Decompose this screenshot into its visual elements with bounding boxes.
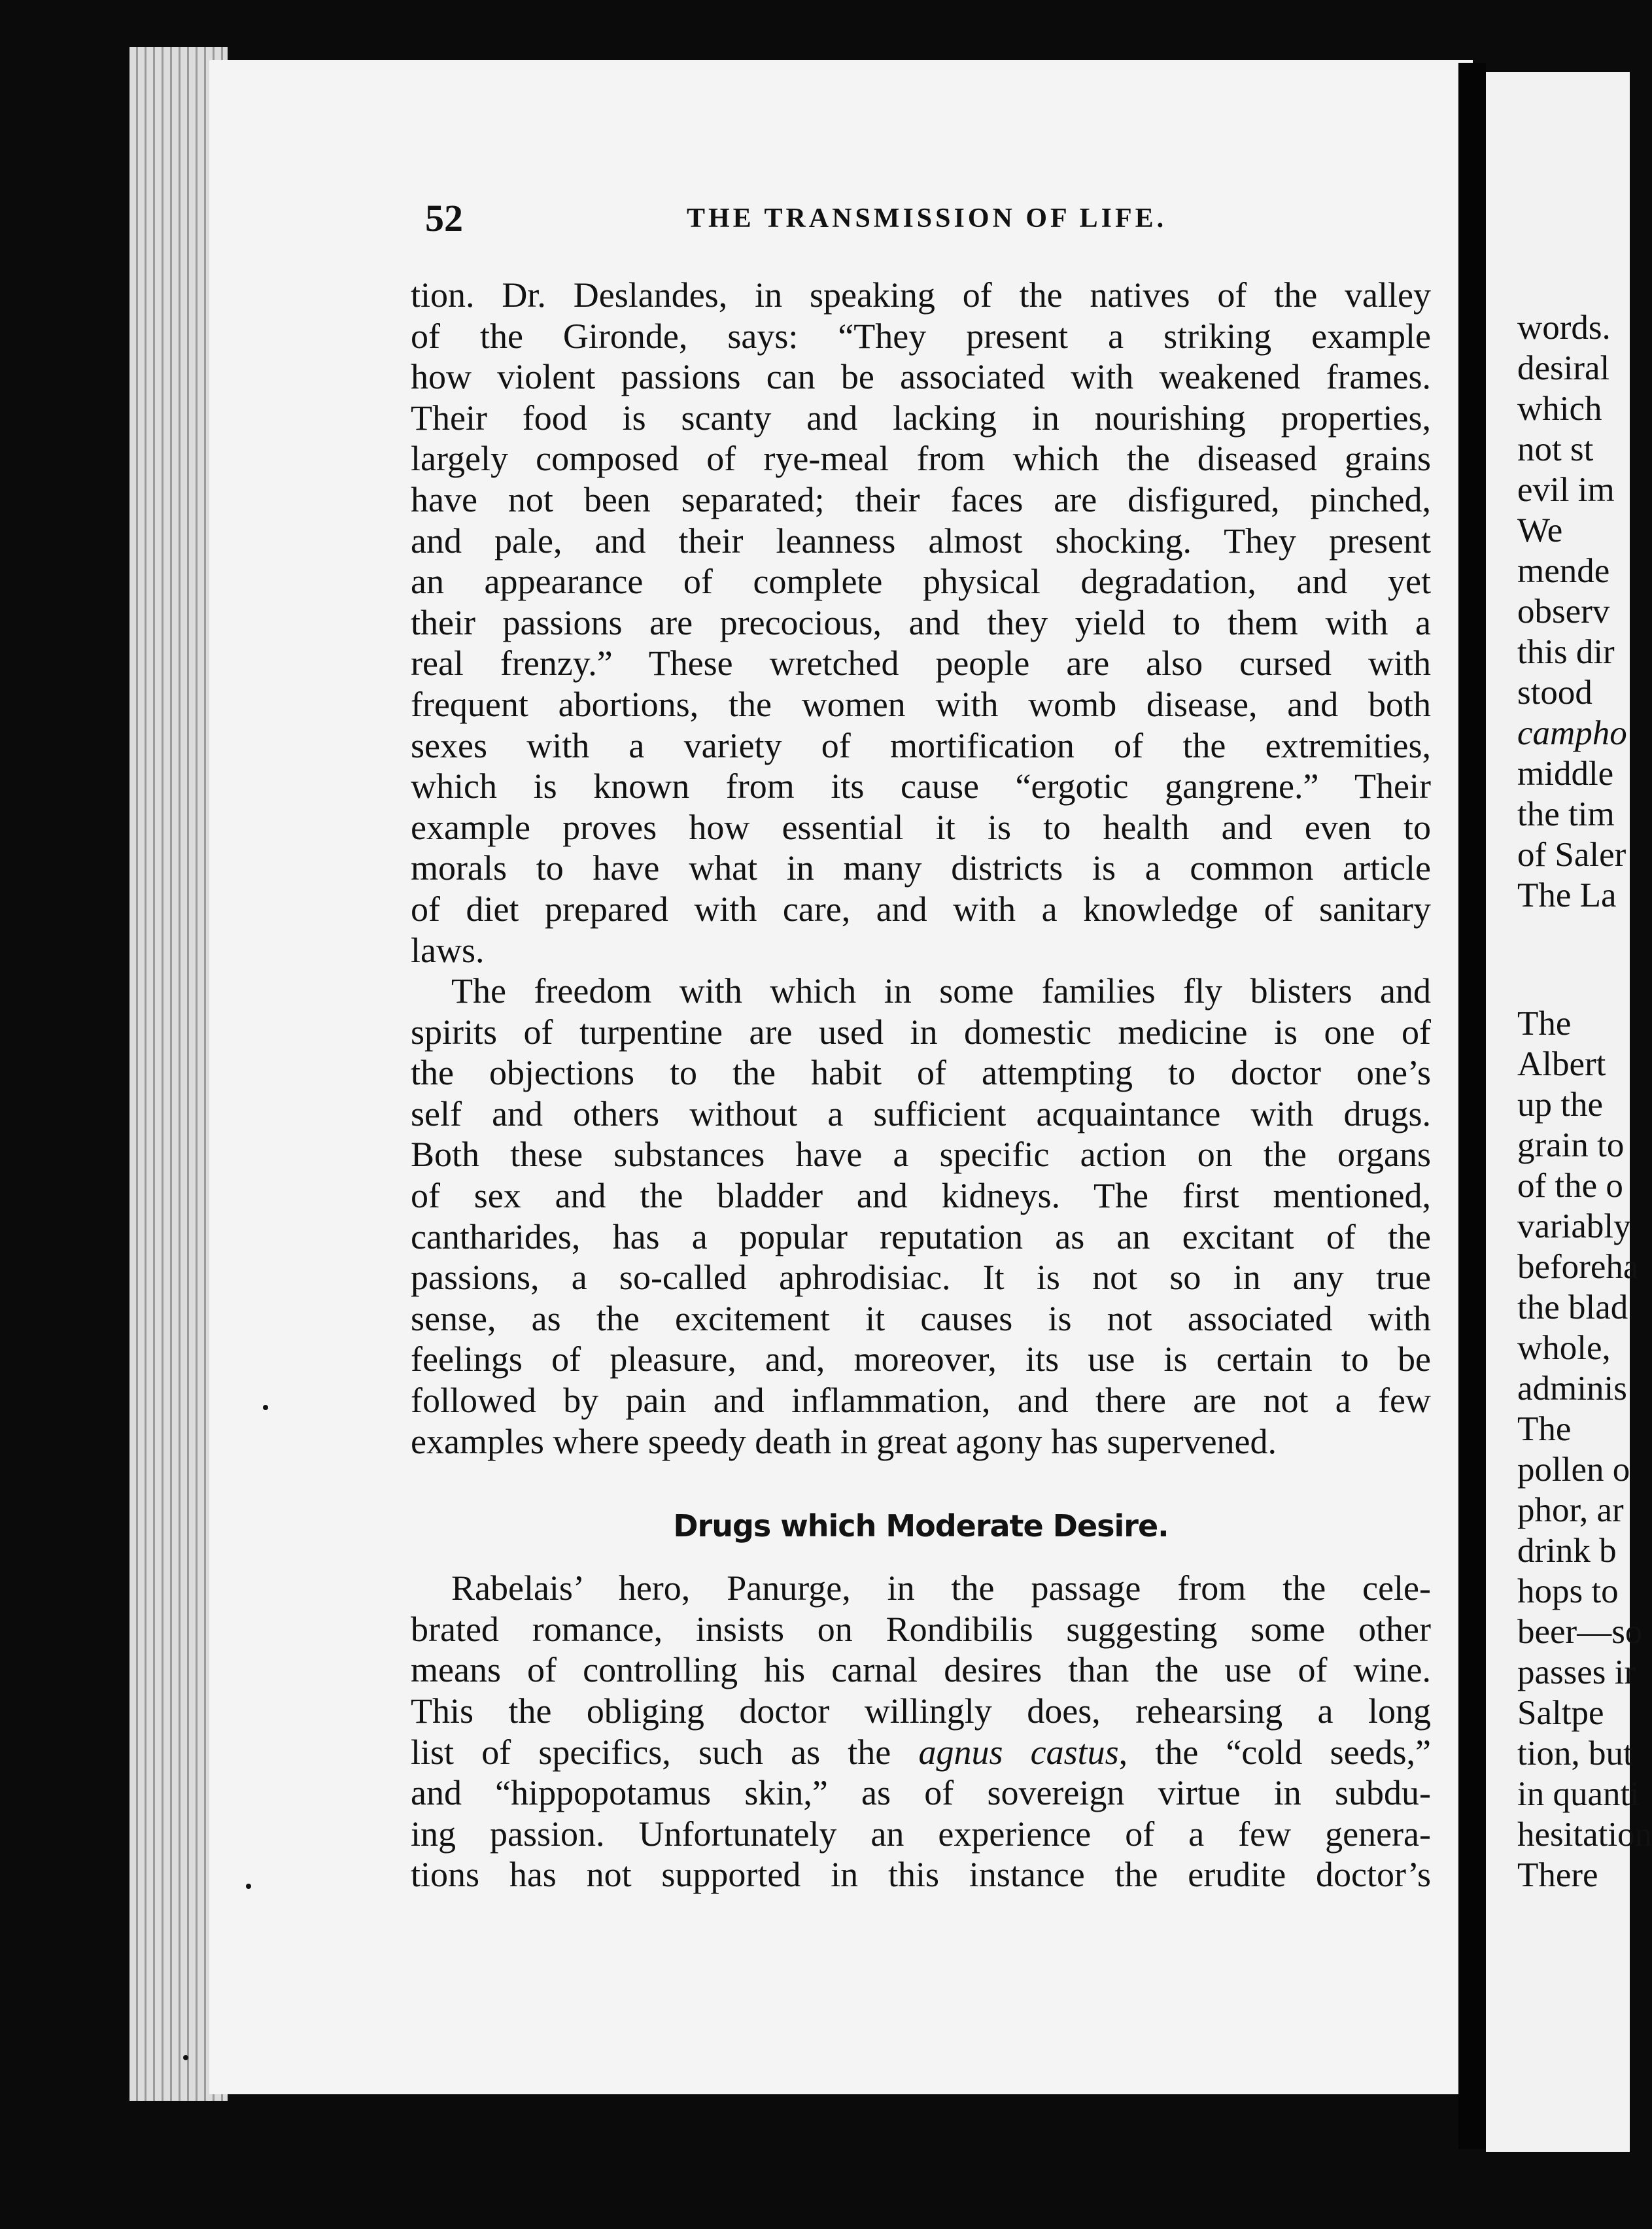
text-line: passions, a so-called aphrodisiac. It is not so in any true (411, 1258, 1431, 1298)
book-gutter (1458, 63, 1486, 2149)
text-line: laws. (411, 930, 485, 970)
text-line: spirits of turpentine are used in domestic medicine is one of (411, 1012, 1431, 1052)
right-page-line: mende (1517, 552, 1610, 590)
right-page-line: tion, but (1517, 1735, 1633, 1772)
text-line: sexes with a variety of mortification of the extremities, (411, 725, 1431, 765)
text-line: tions has not supported in this instance the erudite doctor’s (411, 1855, 1431, 1895)
running-title: THE TRANSMISSION OF LIFE. (687, 203, 1167, 233)
right-page-line: passes ir (1517, 1653, 1636, 1691)
text-line: morals to have what in many districts is a common article (411, 848, 1431, 888)
text-line: of the Gironde, says: “They present a striking example (411, 316, 1431, 356)
right-page-line: the tim (1517, 795, 1615, 833)
text-line: largely composed of rye-meal from which the diseased grains (411, 439, 1431, 479)
right-page-line: phor, ar (1517, 1491, 1624, 1529)
text-line: The freedom with which in some families fly blisters and (451, 971, 1431, 1011)
ink-speck (183, 2055, 188, 2060)
text-line: Rabelais’ hero, Panurge, in the passage from the cele- (451, 1568, 1431, 1608)
text-line: and “hippopotamus skin,” as of sovereign virtue in subdu- (411, 1773, 1431, 1813)
text-line: example proves how essential it is to health and even to (411, 807, 1431, 847)
right-page-line: adminis (1517, 1370, 1627, 1408)
text-line: list of specifics, such as the agnus castus, the “cold seeds,” (411, 1732, 1432, 1772)
text-line: how violent passions can be associated with weakened frames. (411, 357, 1431, 397)
text-line: Their food is scanty and lacking in nourishing properties, (411, 398, 1431, 438)
text-line: frequent abortions, the women with womb disease, and both (411, 684, 1431, 724)
paragraph-2 (411, 971, 1431, 1462)
text-line: means of controlling his carnal desires than the use of wine. (411, 1650, 1431, 1690)
right-page-line: in quanti (1517, 1775, 1640, 1813)
right-page-line: drink b (1517, 1532, 1617, 1570)
right-page-line: We (1517, 511, 1563, 549)
body-text (411, 275, 1431, 1895)
right-page-line: of the o (1517, 1167, 1623, 1205)
text-line: brated romance, insists on Rondibilis suggesting some other (411, 1609, 1431, 1649)
right-page-fragment (1486, 72, 1652, 2152)
right-page-line: hops to (1517, 1572, 1619, 1610)
text-line: of sex and the bladder and kidneys. The first mentioned, (411, 1176, 1431, 1216)
right-page-line: whole, (1517, 1329, 1611, 1367)
text-line: tion. Dr. Deslandes, in speaking of the natives of the valley (411, 275, 1431, 315)
right-page-line: beer—so (1517, 1613, 1643, 1651)
text-line: ing passion. Unfortunately an experience of a few genera- (411, 1814, 1431, 1854)
right-page-line: evil im (1517, 471, 1615, 509)
paragraph-3 (411, 1568, 1431, 1895)
right-page-line: not st (1517, 430, 1594, 468)
text-line: of diet prepared with care, and with a knowledge of sanitary (411, 889, 1431, 929)
paragraph-1 (411, 275, 1431, 971)
right-page-line: grain to (1517, 1126, 1625, 1164)
right-page-line: Saltpe (1517, 1694, 1604, 1732)
right-page-line: the blad (1517, 1288, 1628, 1326)
right-page-line: desiral (1517, 349, 1610, 387)
right-page-line: pollen o (1517, 1451, 1630, 1489)
right-page-line: of Saler (1517, 836, 1626, 874)
text-line: cantharides, has a popular reputation as an excitant of the (411, 1217, 1431, 1256)
right-page-line: middle (1517, 755, 1614, 793)
right-page-line: The (1517, 1005, 1572, 1043)
right-page-line: which (1517, 390, 1602, 428)
right-page-line: variably (1517, 1207, 1631, 1245)
right-page-line: observ (1517, 593, 1610, 631)
italic-term: agnus castus (918, 1732, 1119, 1772)
section-heading: Drugs which Moderate Desire. (673, 1508, 1169, 1544)
right-page-line: beforeha (1517, 1248, 1639, 1286)
text-line: feelings of pleasure, and, moreover, its use is certain to be (411, 1339, 1431, 1379)
text-line: have not been separated; their faces are disfigured, pinched, (411, 479, 1431, 519)
text-line: their passions are precocious, and they yield to them with a (411, 602, 1431, 642)
page-number: 52 (425, 197, 463, 239)
text-line: the objections to the habit of attempting to doctor one’s (411, 1053, 1431, 1093)
right-page-line: stood (1517, 674, 1592, 712)
right-page-line: The (1517, 1410, 1572, 1448)
text-line: Both these substances have a specific action on the organs (411, 1135, 1431, 1175)
text-line: an appearance of complete physical degradation, and yet (411, 562, 1431, 602)
ink-speck (246, 1884, 251, 1889)
text-line: self and others without a sufficient acquaintance with drugs. (411, 1094, 1431, 1133)
text-line: This the obliging doctor willingly does, rehearsing a long (411, 1691, 1431, 1731)
right-page-line: hesitation (1517, 1816, 1652, 1854)
right-page-line: words. (1517, 309, 1611, 347)
right-page-line: There (1517, 1856, 1598, 1894)
right-page-line: up the (1517, 1086, 1603, 1124)
text-line: real frenzy.” These wretched people are also cursed with (411, 644, 1431, 683)
right-page-line: The La (1517, 876, 1617, 914)
right-page-line: Albert (1517, 1045, 1606, 1083)
text-line: which is known from its cause “ergotic gangrene.” Their (411, 767, 1431, 806)
running-head (425, 196, 1275, 249)
ink-speck (263, 1405, 268, 1410)
text-line: sense, as the excitement it causes is not associated with (411, 1298, 1431, 1338)
right-page-line: campho (1517, 714, 1627, 752)
right-page-line: this dir (1517, 633, 1615, 671)
text-line: examples where speedy death in great agony has supervened. (411, 1421, 1277, 1461)
text-line: followed by pain and inflammation, and there are not a few (411, 1381, 1431, 1421)
text-line: and pale, and their leanness almost shocking. They present (411, 521, 1431, 561)
